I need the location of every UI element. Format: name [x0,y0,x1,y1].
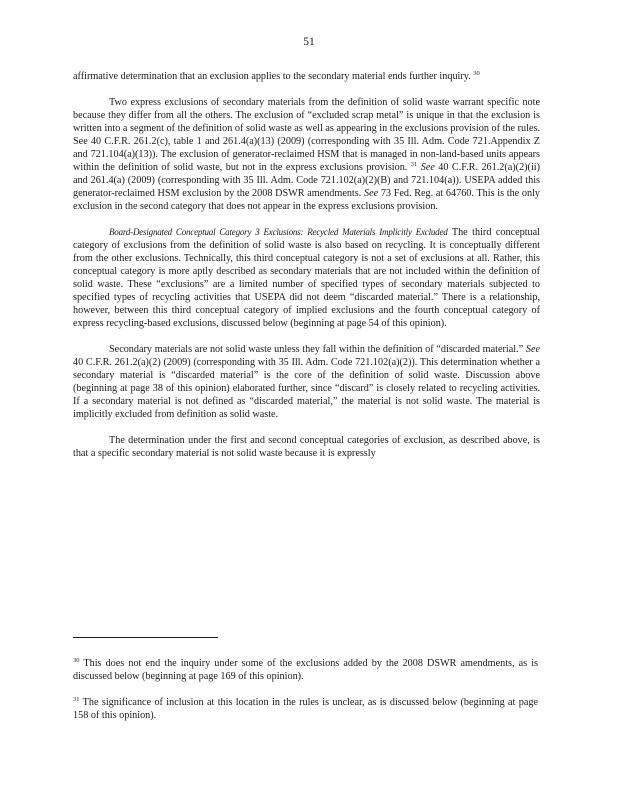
footnote-text: The significance of inclusion at this location in the rules is unclear, as is discussed below (beginning at page 158 of this opinion). [73,697,538,721]
see-signal: See [525,344,540,355]
paragraph-5-text: The determination under the first and second conceptual categories of exclusion, as described above, is that a specific secondary material is not solid waste because it is expressly [73,435,540,459]
footnote-30 [73,657,538,683]
see-signal: See [363,188,379,199]
paragraph-4-text-a: Secondary materials are not solid waste unless they fall within the definition of “discarded material.” [109,344,526,355]
body-text [73,70,540,473]
paragraph-4-text-b: 40 C.F.R. 261.2(a)(2) (2009) (corresponding with 35 Ill. Adm. Code 721.102(a)(2)). This determination whether a secondary material is “discarded material” is the core of the definition of solid waste. Discussion above (beginning at page 38 of this opinion) elaborated further, since “discard” is closely related to recycling activities. If a secondary material is not defined as “discarded material,” the material is not solid waste. The material is implicitly excluded from definition as solid waste. [73,357,540,420]
paragraph-5 [73,434,540,460]
paragraph-1-text: affirmative determination that an exclusion applies to the secondary material ends further inquiry. [73,71,471,82]
footnote-text: This does not end the inquiry under some of the exclusions added by the 2008 DSWR amendments, as is discussed below (beginning at page 169 of this opinion). [73,658,538,682]
paragraph-2-text-c: 73 Fed. Reg. at 64760. This is the only exclusion in the second category that does not appear in the express exclusions provision. [73,188,540,212]
paragraph-2-text-a: Two express exclusions of secondary materials from the definition of solid waste warrant specific note because they differ from all the others. The exclusion of “excluded scrap metal” is unique in that the exclusion is written into a segment of the definition of solid waste as well as appearing in the exclusions provision of the rules. See 40 C.F.R. 261.2(c), table 1 and 261.4(a)(13) (2009) (corresponding with 35 Ill. Adm. Code 721.Appendix Z and 721.104(a)(13)). The exclusion of generator-reclaimed HSM that is managed in non-land-based units appears within the definition of solid waste, but not in the express exclusions provision. [73,97,540,173]
section-heading: Board-Designated Conceptual Category 3 Exclusions: Recycled Materials Implicitly Excluded [109,227,448,237]
paragraph-1 [73,70,540,83]
footnote-number: 30 [73,657,80,664]
footnote-ref-31: 31 [410,161,418,168]
paragraph-3-text: The third conceptual category of exclusions from the definition of solid waste is also based on recycling. It is conceptually different from the other exclusions. Technically, this third conceptual category is not a set of exclusions at all. Rather, this conceptual category is more aptly described as secondary materials that are not included within the definition of solid waste. These “exclusions” are a limited number of specified types of secondary materials subjected to specified types of recycling activities that USEPA did not deem “discarded material.” There is a relationship, however, between this third conceptual category of implied exclusions and the fourth conceptual category of express recycling-based exclusions, discussed below (beginning at page 54 of this opinion). [73,227,540,329]
paragraph-2 [73,96,540,213]
paragraph-2-text-b: 40 C.F.R. 261.2(a)(2)(ii) and 261.4(a) (2009) (corresponding with 35 Ill. Adm. Code 721.102(a)(2)(B) and 721.104(a)). USEPA added this generator-reclaimed HSM exclusion by the 2008 DSWR amendments. [73,162,540,199]
footnote-31 [73,696,538,722]
footnote-ref-30: 30 [473,70,480,77]
footnote-divider [73,637,218,638]
see-signal: See [420,162,435,173]
footnotes [73,657,538,735]
page-number: 51 [303,36,315,48]
paragraph-3 [73,226,540,330]
paragraph-4 [73,343,540,421]
footnote-number: 31 [73,696,80,703]
